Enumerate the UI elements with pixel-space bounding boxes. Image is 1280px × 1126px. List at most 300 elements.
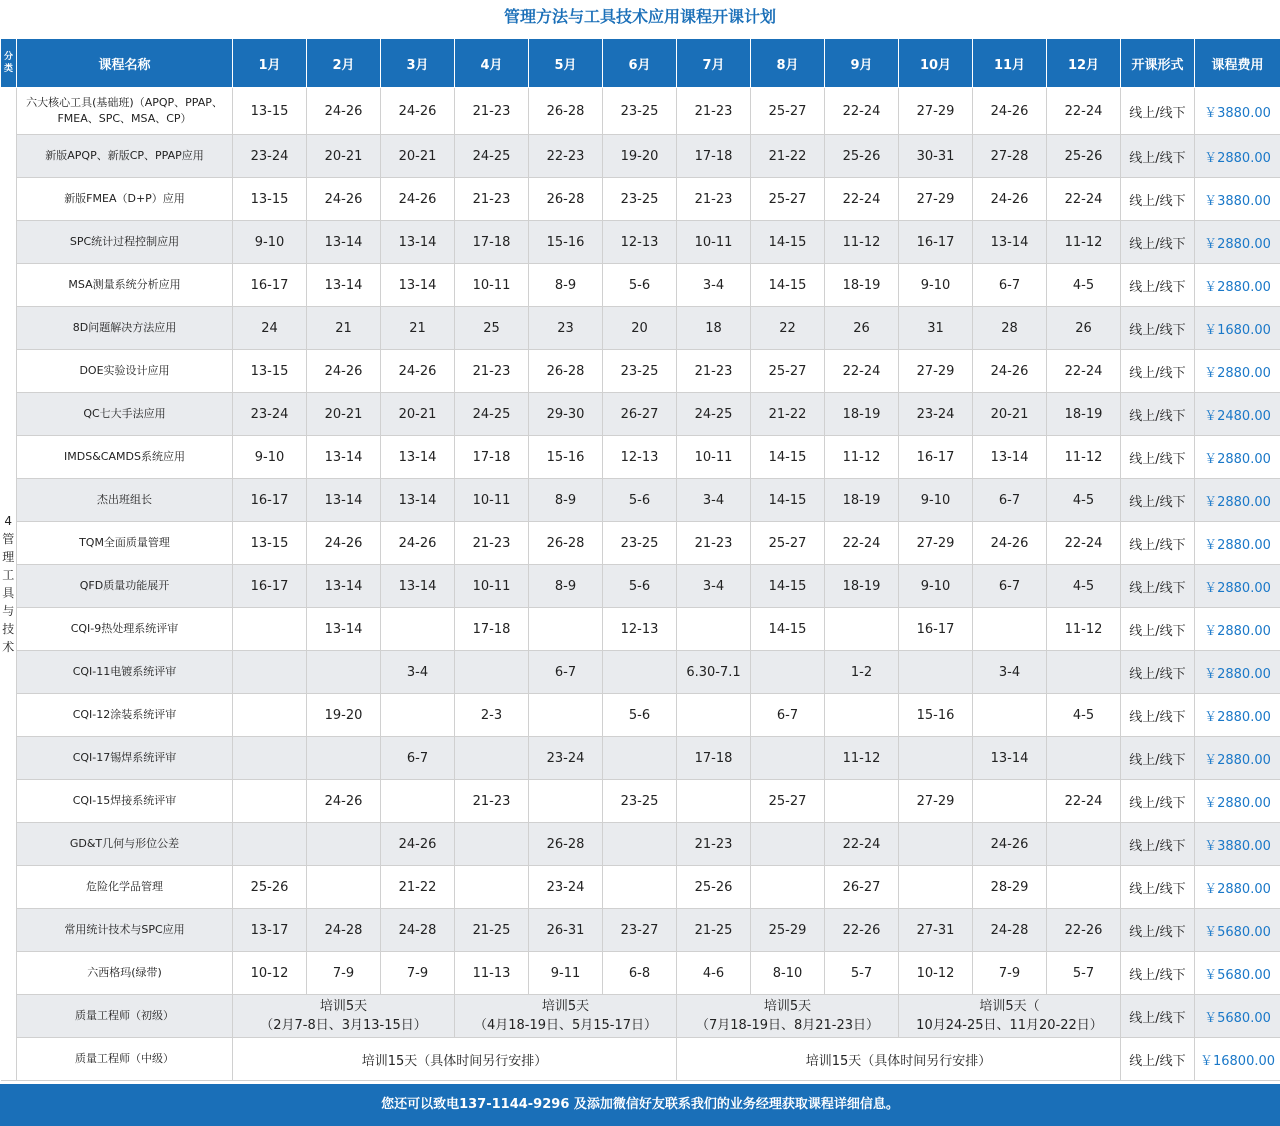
table-row <box>1 737 1280 780</box>
schedule-block <box>677 995 899 1038</box>
course-date: 28 <box>973 307 1047 350</box>
course-date <box>899 866 973 909</box>
course-format: 线上/线下 <box>1121 1038 1195 1081</box>
course-date: 14-15 <box>751 264 825 307</box>
course-date <box>233 780 307 823</box>
course-date: 9-10 <box>899 479 973 522</box>
table-row <box>1 952 1280 995</box>
course-date: 25-27 <box>751 178 825 221</box>
course-date: 10-12 <box>899 952 973 995</box>
course-date <box>603 866 677 909</box>
course-date <box>529 608 603 651</box>
course-date: 21-22 <box>751 135 825 178</box>
course-date: 27-29 <box>899 522 973 565</box>
course-date: 6-7 <box>973 264 1047 307</box>
course-date: 23-25 <box>603 780 677 823</box>
course-fee: ￥16800.00 <box>1195 1038 1280 1081</box>
header-month: 7月 <box>677 39 751 88</box>
course-date: 14-15 <box>751 565 825 608</box>
course-date: 15-16 <box>529 436 603 479</box>
course-date: 24-28 <box>307 909 381 952</box>
course-date: 25-26 <box>825 135 899 178</box>
course-date <box>307 823 381 866</box>
table-row <box>1 88 1280 135</box>
course-date: 24-26 <box>381 350 455 393</box>
course-date: 20-21 <box>973 393 1047 436</box>
course-format: 线上/线下 <box>1121 88 1195 135</box>
course-date: 13-14 <box>307 608 381 651</box>
course-date: 18-19 <box>1047 393 1121 436</box>
course-date: 6-8 <box>603 952 677 995</box>
course-date: 23 <box>529 307 603 350</box>
course-date: 22-26 <box>1047 909 1121 952</box>
course-date: 25-26 <box>1047 135 1121 178</box>
course-date <box>455 651 529 694</box>
schedule-block: 培训15天（具体时间另行安排） <box>233 1038 677 1081</box>
course-date: 26-28 <box>529 178 603 221</box>
course-date: 21-23 <box>455 522 529 565</box>
course-date: 27-31 <box>899 909 973 952</box>
course-date <box>751 823 825 866</box>
course-format: 线上/线下 <box>1121 479 1195 522</box>
course-date: 25-26 <box>233 866 307 909</box>
course-date: 13-14 <box>307 436 381 479</box>
course-schedule-table <box>0 38 1280 1081</box>
course-date <box>825 608 899 651</box>
course-date: 6-7 <box>381 737 455 780</box>
course-date <box>307 737 381 780</box>
course-date: 22-24 <box>1047 350 1121 393</box>
table-row-quality-junior <box>1 995 1280 1038</box>
course-fee: ￥2880.00 <box>1195 737 1280 780</box>
course-date <box>381 608 455 651</box>
course-date: 7-9 <box>307 952 381 995</box>
course-date: 21-22 <box>751 393 825 436</box>
course-format: 线上/线下 <box>1121 866 1195 909</box>
course-name: CQI-9热处理系统评审 <box>17 608 233 651</box>
course-name: CQI-11电镀系统评审 <box>17 651 233 694</box>
course-date: 15-16 <box>529 221 603 264</box>
course-date: 23-25 <box>603 178 677 221</box>
course-date: 4-6 <box>677 952 751 995</box>
course-date: 22-24 <box>825 178 899 221</box>
course-date: 18-19 <box>825 479 899 522</box>
course-date: 16-17 <box>899 221 973 264</box>
course-date: 20-21 <box>381 393 455 436</box>
course-date: 13-14 <box>973 436 1047 479</box>
course-date: 13-15 <box>233 178 307 221</box>
course-date <box>529 780 603 823</box>
course-date: 9-10 <box>233 221 307 264</box>
table-row <box>1 221 1280 264</box>
course-date: 18-19 <box>825 565 899 608</box>
header-row <box>1 39 1280 88</box>
course-date: 26-28 <box>529 88 603 135</box>
block-line: （4月18-19日、5月15-17日） <box>473 1018 658 1033</box>
header-month: 8月 <box>751 39 825 88</box>
course-name: CQI-17锡焊系统评审 <box>17 737 233 780</box>
table-row <box>1 823 1280 866</box>
course-date <box>677 694 751 737</box>
course-date: 21-25 <box>455 909 529 952</box>
course-format: 线上/线下 <box>1121 909 1195 952</box>
course-date: 13-14 <box>381 565 455 608</box>
course-date: 10-11 <box>455 565 529 608</box>
course-fee: ￥2880.00 <box>1195 522 1280 565</box>
course-date: 8-9 <box>529 565 603 608</box>
header-fee: 课程费用 <box>1195 39 1280 88</box>
course-date: 22-26 <box>825 909 899 952</box>
course-name: DOE实验设计应用 <box>17 350 233 393</box>
course-date: 23-25 <box>603 522 677 565</box>
course-date: 4-5 <box>1047 264 1121 307</box>
course-format: 线上/线下 <box>1121 694 1195 737</box>
course-name: 质量工程师（初级） <box>17 995 233 1038</box>
header-course-name: 课程名称 <box>17 39 233 88</box>
course-format: 线上/线下 <box>1121 823 1195 866</box>
course-date <box>307 866 381 909</box>
course-name: 质量工程师（中级） <box>17 1038 233 1081</box>
course-name: 杰出班组长 <box>17 479 233 522</box>
course-fee: ￥2880.00 <box>1195 608 1280 651</box>
course-date <box>603 651 677 694</box>
course-name: 六大核心工具(基础班)（APQP、PPAP、FMEA、SPC、MSA、CP） <box>17 88 233 135</box>
course-date: 9-11 <box>529 952 603 995</box>
course-date <box>307 651 381 694</box>
course-fee: ￥5680.00 <box>1195 909 1280 952</box>
course-date: 22-24 <box>1047 522 1121 565</box>
course-date: 7-9 <box>381 952 455 995</box>
course-date: 14-15 <box>751 221 825 264</box>
course-name: 8D问题解决方法应用 <box>17 307 233 350</box>
course-date: 13-15 <box>233 88 307 135</box>
course-date <box>677 608 751 651</box>
course-name: MSA测量系统分析应用 <box>17 264 233 307</box>
course-format: 线上/线下 <box>1121 264 1195 307</box>
course-date: 20-21 <box>307 393 381 436</box>
course-date: 13-14 <box>381 479 455 522</box>
course-fee: ￥2880.00 <box>1195 651 1280 694</box>
course-date: 14-15 <box>751 479 825 522</box>
course-format: 线上/线下 <box>1121 651 1195 694</box>
course-date: 11-12 <box>825 436 899 479</box>
course-date <box>233 823 307 866</box>
course-date: 16-17 <box>233 264 307 307</box>
course-date: 20-21 <box>307 135 381 178</box>
category-cell <box>1 88 17 1081</box>
course-date: 13-14 <box>973 737 1047 780</box>
course-date: 24-26 <box>381 522 455 565</box>
table-row-quality-middle <box>1 1038 1280 1081</box>
course-date: 9-10 <box>233 436 307 479</box>
course-date: 26-31 <box>529 909 603 952</box>
course-name: SPC统计过程控制应用 <box>17 221 233 264</box>
course-date: 9-10 <box>899 565 973 608</box>
course-date: 8-9 <box>529 264 603 307</box>
course-date: 21-25 <box>677 909 751 952</box>
course-date: 22-24 <box>825 88 899 135</box>
course-date: 17-18 <box>455 221 529 264</box>
course-date: 30-31 <box>899 135 973 178</box>
course-format: 线上/线下 <box>1121 608 1195 651</box>
course-date: 5-6 <box>603 565 677 608</box>
course-date: 21-23 <box>677 522 751 565</box>
header-category: 分类 <box>1 39 17 88</box>
course-format: 线上/线下 <box>1121 307 1195 350</box>
course-date <box>381 694 455 737</box>
course-date: 20-21 <box>381 135 455 178</box>
block-line: 培训5天 <box>541 999 590 1014</box>
table-row <box>1 651 1280 694</box>
course-date: 23-24 <box>529 866 603 909</box>
course-date: 6-7 <box>751 694 825 737</box>
course-date: 21-22 <box>381 866 455 909</box>
course-date: 23-27 <box>603 909 677 952</box>
course-date: 13-14 <box>381 436 455 479</box>
course-date: 26-28 <box>529 350 603 393</box>
course-date: 3-4 <box>973 651 1047 694</box>
course-date: 24-26 <box>307 522 381 565</box>
course-date <box>233 694 307 737</box>
course-date: 24-26 <box>973 522 1047 565</box>
course-date: 25-26 <box>677 866 751 909</box>
course-date: 23-25 <box>603 350 677 393</box>
course-date: 13-14 <box>973 221 1047 264</box>
schedule-block <box>233 995 455 1038</box>
block-line: 培训5天（ <box>979 999 1040 1014</box>
course-date: 22-24 <box>825 350 899 393</box>
course-date <box>455 737 529 780</box>
course-date: 14-15 <box>751 436 825 479</box>
course-date: 23-24 <box>899 393 973 436</box>
course-format: 线上/线下 <box>1121 221 1195 264</box>
course-date: 21-23 <box>677 823 751 866</box>
course-date: 10-11 <box>677 221 751 264</box>
course-date: 29-30 <box>529 393 603 436</box>
course-date: 25-27 <box>751 88 825 135</box>
course-fee: ￥2880.00 <box>1195 479 1280 522</box>
table-row <box>1 694 1280 737</box>
schedule-block: 培训15天（具体时间另行安排） <box>677 1038 1121 1081</box>
course-date <box>751 866 825 909</box>
course-date: 26 <box>825 307 899 350</box>
course-name: GD&T几何与形位公差 <box>17 823 233 866</box>
course-date <box>677 780 751 823</box>
course-format: 线上/线下 <box>1121 995 1195 1038</box>
course-date: 24-26 <box>381 178 455 221</box>
course-date: 21-23 <box>455 350 529 393</box>
table-row <box>1 393 1280 436</box>
course-date: 16-17 <box>899 608 973 651</box>
course-date <box>603 737 677 780</box>
course-format: 线上/线下 <box>1121 135 1195 178</box>
block-line: 10月24-25日、11月20-22日） <box>916 1018 1103 1033</box>
course-date: 21-23 <box>455 780 529 823</box>
course-format: 线上/线下 <box>1121 737 1195 780</box>
course-date: 16-17 <box>233 565 307 608</box>
course-date: 13-14 <box>381 264 455 307</box>
course-date: 24-26 <box>973 823 1047 866</box>
course-date: 27-29 <box>899 780 973 823</box>
header-month: 12月 <box>1047 39 1121 88</box>
course-date: 13-15 <box>233 522 307 565</box>
course-date: 6-7 <box>973 479 1047 522</box>
course-date: 7-9 <box>973 952 1047 995</box>
course-fee: ￥3880.00 <box>1195 823 1280 866</box>
course-date: 25-29 <box>751 909 825 952</box>
block-line: （2月7-8日、3月13-15日） <box>260 1018 427 1033</box>
course-date: 22 <box>751 307 825 350</box>
table-row <box>1 565 1280 608</box>
course-date: 12-13 <box>603 436 677 479</box>
course-name: CQI-12涂装系统评审 <box>17 694 233 737</box>
course-date: 11-13 <box>455 952 529 995</box>
table-row <box>1 264 1280 307</box>
course-date: 17-18 <box>677 737 751 780</box>
header-format: 开课形式 <box>1121 39 1195 88</box>
course-date: 27-29 <box>899 88 973 135</box>
course-name: QC七大手法应用 <box>17 393 233 436</box>
course-date: 3-4 <box>677 264 751 307</box>
course-date: 21-23 <box>677 178 751 221</box>
course-date: 23-24 <box>233 393 307 436</box>
course-date: 23-25 <box>603 88 677 135</box>
course-date: 21-23 <box>677 350 751 393</box>
course-fee: ￥2880.00 <box>1195 264 1280 307</box>
course-date <box>381 780 455 823</box>
course-date: 3-4 <box>677 565 751 608</box>
course-fee: ￥2880.00 <box>1195 135 1280 178</box>
course-date: 24-25 <box>455 135 529 178</box>
course-date: 13-17 <box>233 909 307 952</box>
course-fee: ￥2880.00 <box>1195 350 1280 393</box>
course-date: 25-27 <box>751 350 825 393</box>
course-date <box>973 694 1047 737</box>
course-date <box>1047 737 1121 780</box>
course-date: 24-28 <box>973 909 1047 952</box>
course-date <box>1047 651 1121 694</box>
table-row <box>1 307 1280 350</box>
course-date: 22-24 <box>1047 780 1121 823</box>
course-date: 26-28 <box>529 522 603 565</box>
course-date: 4-5 <box>1047 479 1121 522</box>
course-date: 10-11 <box>455 479 529 522</box>
course-format: 线上/线下 <box>1121 350 1195 393</box>
course-date: 21 <box>307 307 381 350</box>
schedule-block <box>455 995 677 1038</box>
course-date: 11-12 <box>825 737 899 780</box>
course-date: 12-13 <box>603 608 677 651</box>
course-date: 22-24 <box>1047 178 1121 221</box>
course-date: 11-12 <box>1047 608 1121 651</box>
course-name: CQI-15焊接系统评审 <box>17 780 233 823</box>
course-fee: ￥2880.00 <box>1195 780 1280 823</box>
header-month: 10月 <box>899 39 973 88</box>
course-date: 18-19 <box>825 264 899 307</box>
course-date: 13-14 <box>307 565 381 608</box>
course-date: 24-26 <box>307 178 381 221</box>
table-row <box>1 522 1280 565</box>
course-date: 17-18 <box>455 436 529 479</box>
course-date: 24-25 <box>455 393 529 436</box>
course-date: 3-4 <box>677 479 751 522</box>
course-fee: ￥1680.00 <box>1195 307 1280 350</box>
block-line: （7月18-19日、8月21-23日） <box>695 1018 880 1033</box>
course-date: 18-19 <box>825 393 899 436</box>
course-date: 24-28 <box>381 909 455 952</box>
course-date <box>233 608 307 651</box>
header-month: 1月 <box>233 39 307 88</box>
course-date: 6-7 <box>529 651 603 694</box>
course-date: 5-6 <box>603 694 677 737</box>
course-date: 19-20 <box>603 135 677 178</box>
course-date: 11-12 <box>825 221 899 264</box>
course-format: 线上/线下 <box>1121 565 1195 608</box>
header-month: 9月 <box>825 39 899 88</box>
course-date: 8-9 <box>529 479 603 522</box>
course-date: 21-23 <box>677 88 751 135</box>
course-date <box>603 823 677 866</box>
course-date: 17-18 <box>677 135 751 178</box>
course-date <box>751 651 825 694</box>
course-date: 5-6 <box>603 264 677 307</box>
course-fee: ￥2480.00 <box>1195 393 1280 436</box>
category-label: 4 管 理 工 具 与 技 术 <box>2 514 15 654</box>
course-date: 21-23 <box>455 178 529 221</box>
course-date: 13-15 <box>233 350 307 393</box>
course-date: 22-24 <box>825 823 899 866</box>
course-date: 13-14 <box>381 221 455 264</box>
course-fee: ￥2880.00 <box>1195 866 1280 909</box>
course-date: 23-24 <box>529 737 603 780</box>
course-date: 11-12 <box>1047 221 1121 264</box>
course-date <box>973 608 1047 651</box>
course-fee: ￥2880.00 <box>1195 436 1280 479</box>
table-row <box>1 909 1280 952</box>
header-month: 4月 <box>455 39 529 88</box>
header-month: 6月 <box>603 39 677 88</box>
course-fee: ￥2880.00 <box>1195 565 1280 608</box>
course-date: 13-14 <box>307 479 381 522</box>
course-fee: ￥5680.00 <box>1195 995 1280 1038</box>
course-date: 21-23 <box>455 88 529 135</box>
course-date <box>233 651 307 694</box>
course-fee: ￥2880.00 <box>1195 694 1280 737</box>
header-month: 5月 <box>529 39 603 88</box>
course-date <box>825 694 899 737</box>
course-date: 22-24 <box>825 522 899 565</box>
table-row <box>1 608 1280 651</box>
course-date: 10-11 <box>455 264 529 307</box>
course-date: 24 <box>233 307 307 350</box>
course-date <box>751 737 825 780</box>
course-name: 新版FMEA（D+P）应用 <box>17 178 233 221</box>
header-month: 11月 <box>973 39 1047 88</box>
page-title: 管理方法与工具技术应用课程开课计划 <box>503 7 776 26</box>
course-date: 16-17 <box>899 436 973 479</box>
schedule-block <box>899 995 1121 1038</box>
course-date: 5-6 <box>603 479 677 522</box>
course-date: 10-12 <box>233 952 307 995</box>
course-date: 20 <box>603 307 677 350</box>
table-row <box>1 780 1280 823</box>
course-format: 线上/线下 <box>1121 780 1195 823</box>
table-row <box>1 350 1280 393</box>
course-date: 24-26 <box>381 88 455 135</box>
course-date <box>899 651 973 694</box>
course-name: 危险化学品管理 <box>17 866 233 909</box>
course-date: 24-26 <box>973 88 1047 135</box>
